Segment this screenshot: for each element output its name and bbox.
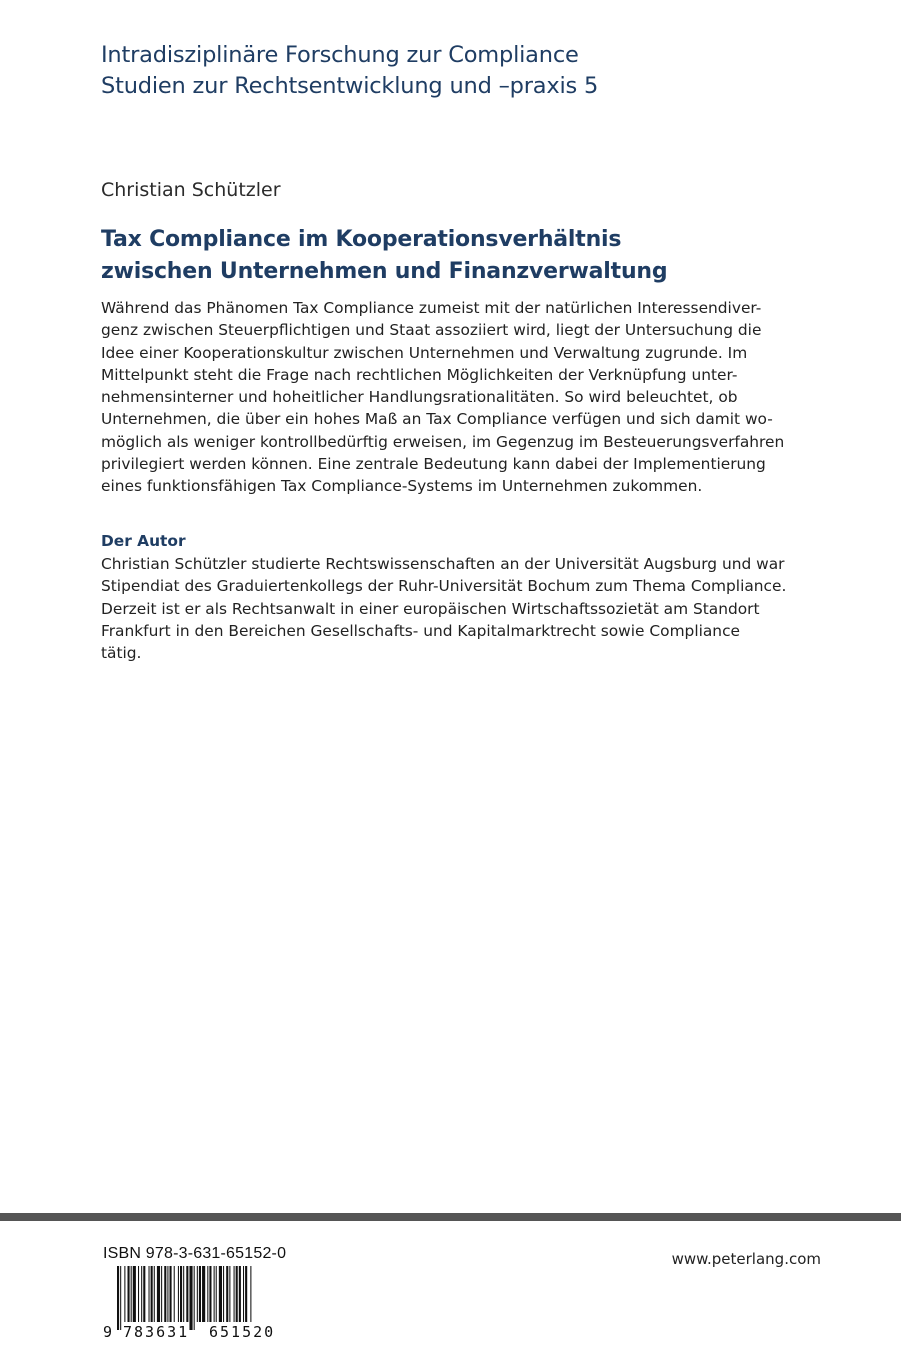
barcode-bar bbox=[229, 1266, 230, 1322]
series-line-1: Intradisziplinäre Forschung zur Compliance bbox=[101, 42, 579, 68]
about-line: Frankfurt in den Bereichen Gesellschafts- und Kapitalmarktrecht sowie Compliance bbox=[101, 621, 740, 640]
barcode-bar bbox=[202, 1266, 205, 1322]
barcode-bar bbox=[138, 1266, 139, 1322]
barcode-bar bbox=[133, 1266, 136, 1322]
barcode-bar bbox=[120, 1266, 121, 1330]
blurb-line: eines funktionsfähigen Tax Compliance-Systems im Unternehmen zukommen. bbox=[101, 477, 703, 496]
barcode-bar bbox=[214, 1266, 215, 1322]
barcode-bar bbox=[131, 1266, 132, 1322]
about-author-text bbox=[101, 553, 801, 664]
barcode-bar bbox=[199, 1266, 201, 1322]
blurb-line: möglich als weniger kontrollbedürftig erweisen, im Gegenzug im Besteuerungsverfahren bbox=[101, 432, 785, 451]
about-line: tätig. bbox=[101, 644, 142, 663]
barcode-bar bbox=[183, 1266, 184, 1322]
blurb bbox=[101, 297, 801, 498]
blurb-line: Während das Phänomen Tax Compliance zumeist mit der natürlichen Interessendiver- bbox=[101, 299, 762, 317]
divider-bar bbox=[0, 1213, 901, 1221]
barcode-bar bbox=[236, 1266, 238, 1322]
barcode-bar bbox=[223, 1266, 224, 1322]
series-line-2: Studien zur Rechtsentwicklung und –praxis 5 bbox=[101, 73, 599, 99]
barcode-bar bbox=[167, 1266, 168, 1322]
barcode-bar bbox=[216, 1266, 217, 1322]
series-title bbox=[101, 40, 598, 102]
about-line: Christian Schützler studierte Rechtswissenschaften an der Universität Augsburg und war bbox=[101, 555, 785, 573]
author-name: Christian Schützler bbox=[101, 179, 281, 201]
barcode-bar bbox=[117, 1266, 119, 1330]
barcode-bar bbox=[161, 1266, 162, 1322]
barcode-digits-left: 783631 bbox=[123, 1323, 190, 1340]
barcode-bar bbox=[186, 1266, 188, 1322]
barcode-bar bbox=[226, 1266, 228, 1322]
barcode-bar bbox=[250, 1266, 251, 1322]
about-line: Stipendiat des Graduiertenkollegs der Ruhr-Universität Bochum zum Thema Compliance. bbox=[101, 577, 787, 596]
barcode-bar bbox=[164, 1266, 166, 1322]
blurb-line: genz zwischen Steuerpflichtigen und Staat assoziiert wird, liegt der Untersuchung die bbox=[101, 321, 762, 340]
barcode-bar bbox=[174, 1266, 175, 1322]
barcode-bar bbox=[157, 1266, 160, 1322]
blurb-line: Idee einer Kooperationskultur zwischen Unternehmen und Verwaltung zugrunde. Im bbox=[101, 343, 748, 362]
barcode-bar bbox=[128, 1266, 130, 1322]
about-line: Derzeit ist er als Rechtsanwalt in einer europäischen Wirtschaftssozietät am Standort bbox=[101, 599, 760, 618]
blurb-line: Unternehmen, die über ein hohes Maß an Tax Compliance verfügen und sich damit wo- bbox=[101, 410, 773, 429]
barcode-bar bbox=[234, 1266, 235, 1322]
book-title bbox=[101, 224, 667, 288]
barcode-bar bbox=[194, 1266, 195, 1330]
barcode-bar bbox=[197, 1266, 198, 1322]
barcode-bar bbox=[170, 1266, 172, 1322]
barcode-bar bbox=[124, 1266, 125, 1322]
barcode-digits-right: 651520 bbox=[209, 1323, 276, 1340]
barcode-bar bbox=[209, 1266, 211, 1322]
barcode-digit-lead: 9 bbox=[103, 1323, 113, 1340]
book-title-line-2: zwischen Unternehmen und Finanzverwaltung bbox=[101, 259, 668, 284]
blurb-line: Mittelpunkt steht die Frage nach rechtlichen Möglichkeiten der Verknüpfung unter- bbox=[101, 365, 738, 384]
barcode-bar bbox=[180, 1266, 182, 1322]
barcode-bar bbox=[245, 1266, 247, 1322]
barcode-bar bbox=[154, 1266, 155, 1322]
blurb-line: privilegiert werden können. Eine zentrale Bedeutung kann dabei der Implementierung bbox=[101, 455, 766, 474]
barcode-bar bbox=[143, 1266, 145, 1322]
barcode-bar bbox=[149, 1266, 150, 1322]
barcode-bar bbox=[239, 1266, 241, 1322]
barcode bbox=[99, 1264, 299, 1340]
barcode-bar bbox=[219, 1266, 222, 1322]
barcode-bar bbox=[141, 1266, 142, 1322]
barcode-bar bbox=[207, 1266, 208, 1322]
about-author-heading: Der Autor bbox=[101, 532, 186, 550]
blurb-line: nehmensinterner und hoheitlicher Handlungsrationalitäten. So wird beleuchtet, ob bbox=[101, 388, 738, 407]
barcode-bar bbox=[243, 1266, 244, 1322]
book-title-line-1: Tax Compliance im Kooperationsverhältnis bbox=[101, 227, 622, 252]
barcode-bar bbox=[151, 1266, 153, 1322]
publisher-website: www.peterlang.com bbox=[671, 1250, 821, 1268]
isbn-label: ISBN 978-3-631-65152-0 bbox=[103, 1245, 287, 1262]
barcode-bars bbox=[117, 1266, 251, 1330]
barcode-bar bbox=[189, 1266, 192, 1330]
barcode-bar bbox=[178, 1266, 179, 1322]
